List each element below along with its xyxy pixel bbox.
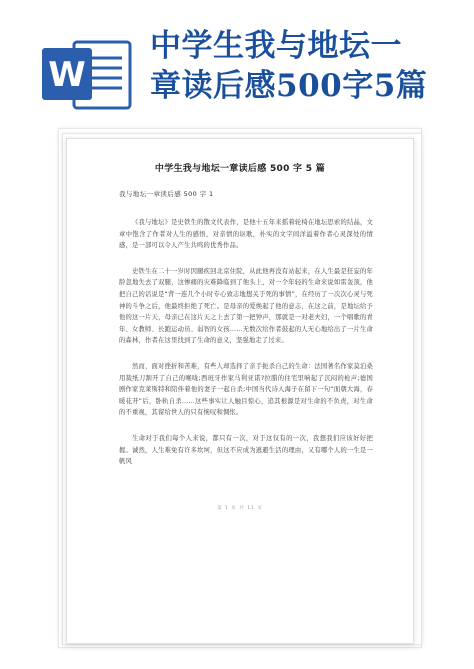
document-body bbox=[119, 217, 373, 482]
page-number-footer: 第 1 页 共 11 页 bbox=[217, 506, 263, 511]
document-page bbox=[66, 138, 414, 644]
paragraph: 《我与地坛》是史铁生的散文代表作，是他十五年来摇着轮椅在地坛思索的结晶，文章中饱含了作者对人生的感悟，对亲情的讴歌，朴实的文字间洋溢着作者心灵深处的情感，是一部可以令人产生共鸣的优秀作品。 bbox=[119, 219, 373, 250]
banner bbox=[0, 0, 474, 120]
paragraph: 史铁生在二十一岁时因腿疾回北京住院，从此他再没有站起来，在人生最是狂妄的年龄忽地失去了双腿，这惨痛的灾难降临到了他头上，对一个年轻的生命来说如雷轰顶，他把自己的话说是“背一连几个小时专心致志地想关于死的事情”，在经历了一次次心灵与死神的斗争之后，他最终拒绝了死亡。是母亲的爱焕起了他的意志，在这之前，是地坛给予他的这一片天，母亲已在这片天之上去了第一把钟声，那就是一对老夫妇，一个唱歌的青年、女教师、长跑运动员、弱智的女孩……无数次给作者鼓起的人无心地给出了一片生命的森林，作者在这里找到了生命的意义，坚强地走了过来。 bbox=[119, 267, 373, 345]
word-icon bbox=[40, 38, 134, 112]
paragraph: 然而，面对挫折和苦难，有些人却选择了亲手扼杀自己的生命：法国著名作家莫泊桑用裁纸刀割开了自己的喉咙;西班牙作家马利亚诺?拉腊的住宅里响起了沉闷的枪声;德国剧作家克莱斯特和陪伴着他的妻子一起自杀;中国当代诗人海子在留下一句“面朝大海，春暖花开”后，卧轨自杀……这些事实让人触目惊心，追其根源是对生命的不负责，对生命的不重视，其留给世人的只有惋叹和惆怅。 bbox=[119, 362, 373, 417]
document-subtitle: 我与地坛一章读后感 500 字 1 bbox=[119, 190, 214, 198]
document-title: 中学生我与地坛一章读后感 500 字 5 篇 bbox=[154, 164, 326, 174]
paragraph: 生命对于我们每个人来说，都只有一次，对于这仅有的一次，我想我们应该好好把握。诚然，人生难免有许多坎坷，但这不应成为逃避生活的理由，又有哪个人的一生是一帆风 bbox=[119, 434, 373, 466]
word-icon-letter: W bbox=[48, 55, 86, 95]
banner-title: 中学生我与地坛一 章读后感500字5篇 bbox=[150, 28, 428, 104]
